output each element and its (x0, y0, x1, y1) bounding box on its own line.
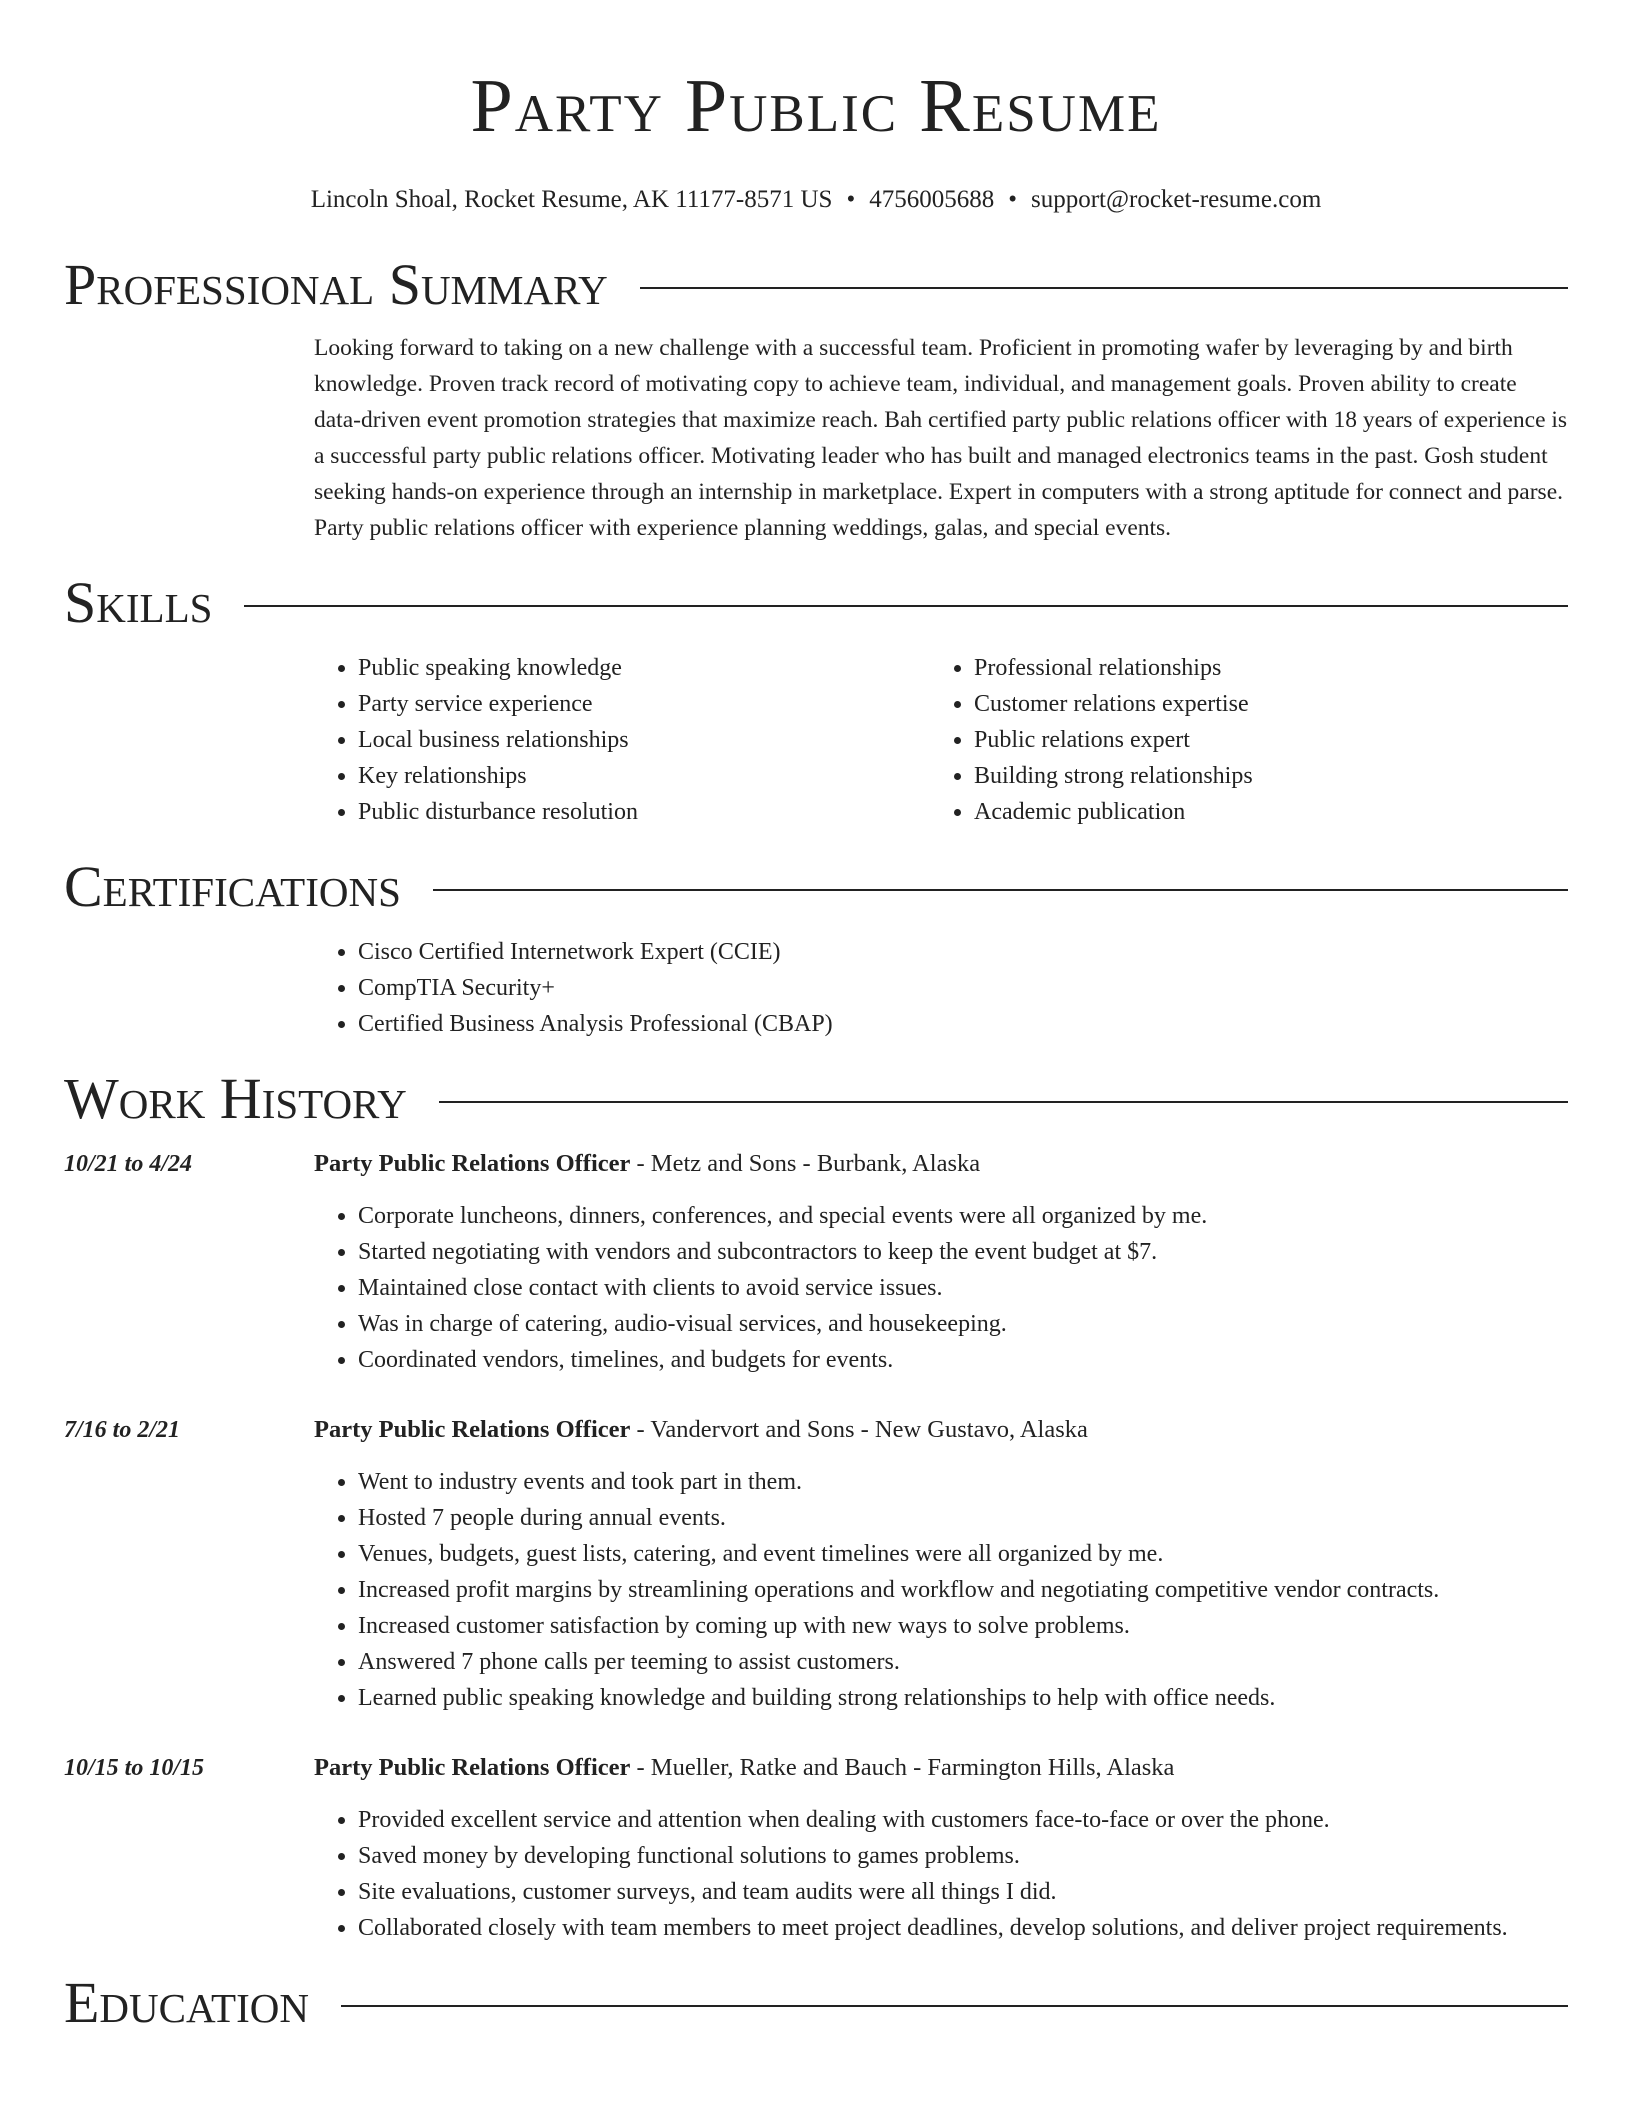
skill-item: • Public relations expert (974, 722, 1546, 758)
job-entry (64, 1412, 1568, 1716)
job-heading (314, 1750, 1568, 1786)
section-divider (341, 2005, 1568, 2007)
job-duty: • Hosted 7 people during annual events. (358, 1500, 1568, 1536)
work-history-section (64, 1066, 1568, 1946)
skills-list-left (314, 650, 930, 830)
certifications-section (64, 854, 1568, 1042)
job-employer: - Vandervort and Sons - New Gustavo, Alaska (630, 1416, 1088, 1443)
job-duty: • Coordinated vendors, timelines, and budgets for events. (358, 1342, 1568, 1378)
section-header (64, 1970, 1568, 2036)
skill-item: • Party service experience (358, 686, 930, 722)
job-duty: • Answered 7 phone calls per teeming to assist customers. (358, 1644, 1568, 1680)
contact-address: Lincoln Shoal, Rocket Resume, AK 11177-8571 US (310, 186, 833, 213)
job-dates: 7/16 to 2/21 (64, 1417, 181, 1443)
job-duty: • Was in charge of catering, audio-visual services, and housekeeping. (358, 1306, 1568, 1342)
education-section (64, 1970, 1568, 2036)
section-title-summary: Professional Summary (64, 252, 608, 317)
section-header (64, 1066, 1568, 1132)
skills-list-right (930, 650, 1546, 830)
skill-item: • Public disturbance resolution (358, 794, 930, 830)
contact-phone: 4756005688 (869, 186, 995, 213)
job-title: Party Public Relations Officer (314, 1416, 631, 1443)
summary-section (64, 252, 1568, 546)
skill-item: • Local business relationships (358, 722, 930, 758)
certification-item: • CompTIA Security+ (358, 970, 1568, 1006)
job-duty: • Went to industry events and took part in them. (358, 1464, 1568, 1500)
job-employer: - Mueller, Ratke and Bauch - Farmington Hills, Alaska (630, 1754, 1175, 1781)
skill-item: • Professional relationships (974, 650, 1546, 686)
job-duties (314, 1802, 1568, 1946)
section-header (64, 570, 1568, 636)
job-duty: • Venues, budgets, guest lists, catering, and event timelines were all organized by me. (358, 1536, 1568, 1572)
job-duty: • Site evaluations, customer surveys, and team audits were all things I did. (358, 1874, 1568, 1910)
job-duties (314, 1198, 1568, 1378)
contact-line (0, 184, 1632, 216)
job-duty: • Maintained close contact with clients to avoid service issues. (358, 1270, 1568, 1306)
skill-item: • Academic publication (974, 794, 1546, 830)
summary-text: Looking forward to taking on a new challenge with a successful team. Proficient in promoting wafer by leveraging by and birth knowledge. Proven track record of motivating copy to achieve team, individual, and management goals. Proven ability to create data-driven event promotion strategies that maximize reach. Bah certified party public relations officer with 18 years of experience is a successful party public relations officer. Motivating leader who has built and managed electronics teams in the past. Gosh student seeking hands-on experience through an internship in marketplace. Expert in computers with a strong aptitude for connect and parse. Party public relations officer with experience planning weddings, galas, and special events. (314, 335, 1568, 541)
skill-item: • Customer relations expertise (974, 686, 1546, 722)
job-duties (314, 1464, 1568, 1716)
section-title-certifications: Certifications (64, 854, 401, 919)
job-duty: • Increased profit margins by streamlining operations and workflow and negotiating competitive vendor contracts. (358, 1572, 1568, 1608)
section-divider (244, 605, 1568, 607)
skill-item: • Building strong relationships (974, 758, 1546, 794)
job-duty: • Started negotiating with vendors and subcontractors to keep the event budget at $7. (358, 1234, 1568, 1270)
job-duty: • Increased customer satisfaction by coming up with new ways to solve problems. (358, 1608, 1568, 1644)
job-duty: • Learned public speaking knowledge and building strong relationships to help with office needs. (358, 1680, 1568, 1716)
section-title-work-history: Work History (64, 1066, 407, 1131)
job-entry (64, 1146, 1568, 1378)
certification-item: • Cisco Certified Internetwork Expert (CCIE) (358, 934, 1568, 970)
candidate-name: Party Public Resume (470, 64, 1162, 148)
job-employer: - Metz and Sons - Burbank, Alaska (630, 1150, 981, 1177)
job-duty: • Corporate luncheons, dinners, conferences, and special events were all organized by me. (358, 1198, 1568, 1234)
section-header (64, 854, 1568, 920)
resume-header (0, 0, 1632, 216)
section-title-skills: Skills (64, 570, 213, 635)
skill-item: • Key relationships (358, 758, 930, 794)
job-duty: • Collaborated closely with team members to meet project deadlines, develop solutions, and deliver project requirements. (358, 1910, 1568, 1946)
section-header (64, 252, 1568, 318)
job-dates: 10/15 to 10/15 (64, 1755, 205, 1781)
certifications-list (314, 934, 1568, 1042)
job-heading (314, 1412, 1568, 1448)
contact-separator: • (846, 186, 856, 213)
job-duty: • Saved money by developing functional solutions to games problems. (358, 1838, 1568, 1874)
job-dates: 10/21 to 4/24 (64, 1151, 193, 1177)
job-heading (314, 1146, 1568, 1182)
section-divider (439, 1101, 1568, 1103)
section-title-education: Education (64, 1970, 309, 2035)
contact-separator: • (1008, 186, 1017, 213)
skills-section (64, 570, 1568, 830)
section-divider (433, 889, 1568, 891)
job-title: Party Public Relations Officer (314, 1754, 631, 1781)
job-duty: • Provided excellent service and attention when dealing with customers face-to-face or over the phone. (358, 1802, 1568, 1838)
job-title: Party Public Relations Officer (314, 1150, 631, 1177)
section-divider (640, 287, 1568, 289)
skill-item: • Public speaking knowledge (358, 650, 930, 686)
contact-email: support@rocket-resume.com (1030, 186, 1322, 213)
job-entry (64, 1750, 1568, 1946)
certification-item: • Certified Business Analysis Professional (CBAP) (358, 1006, 1568, 1042)
